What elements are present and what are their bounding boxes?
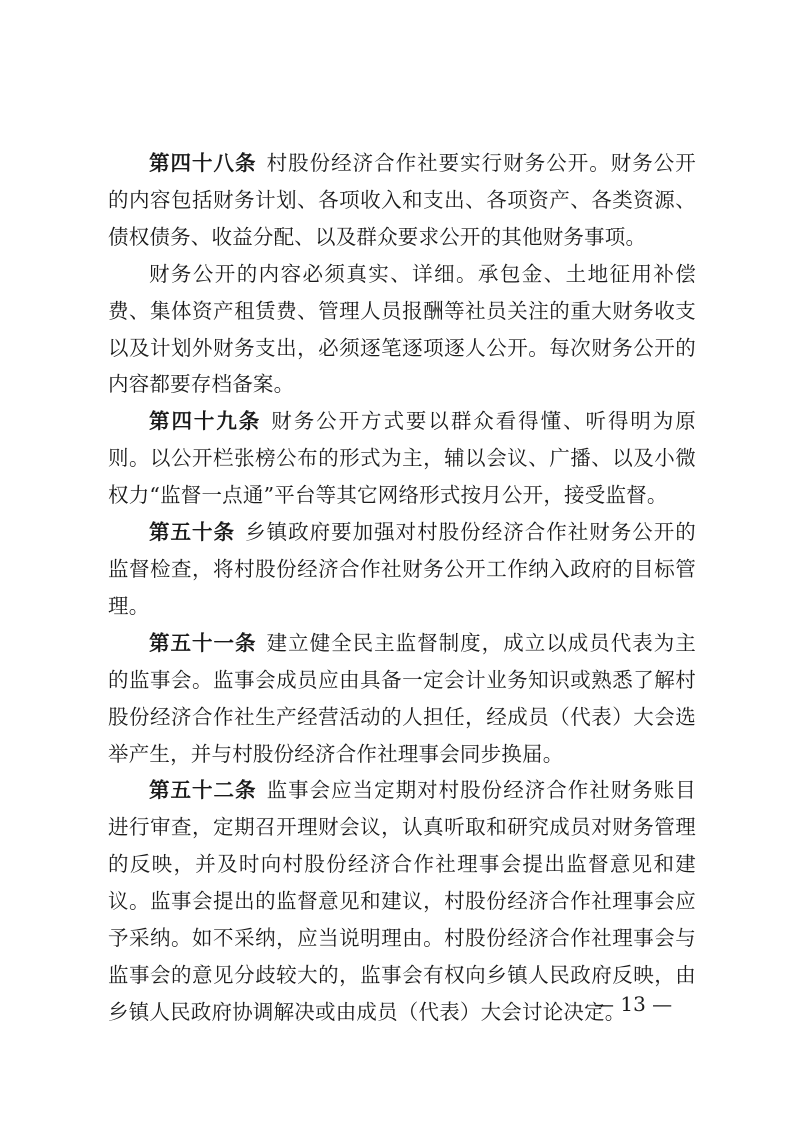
document-body [108, 145, 696, 1031]
article-48-continuation-paragraph [108, 256, 696, 404]
page-number: — 13 — [594, 992, 673, 1016]
article-51-paragraph [108, 625, 696, 773]
article-51-heading: 第五十一条 [149, 630, 257, 655]
article-52-text: 监事会应当定期对村股份经济合作社财务账目进行审查，定期召开理财会议，认真听取和研究成员对财务管理的反映，并及时向村股份经济合作社理事会提出监督意见和建议。监事会提出的监督意见和建议，村股份经济合作社理事会应予采纳。如不采纳，应当说明理由。村股份经济合作社理事会与监事会的意见分歧较大的，监事会有权向乡镇人民政府反映，由乡镇人民政府协调解决或由成员（代表）大会讨论决定。 [108, 778, 696, 1024]
article-50-text: 乡镇政府要加强对村股份经济合作社财务公开的监督检查，将村股份经济合作社财务公开工作纳入政府的目标管理。 [108, 520, 696, 618]
article-52-heading: 第五十二条 [149, 778, 257, 803]
article-50-heading: 第五十条 [149, 520, 236, 545]
article-49-heading: 第四十九条 [149, 409, 262, 434]
article-49-text: 财务公开方式要以群众看得懂、听得明为原则。以公开栏张榜公布的形式为主，辅以会议、广播、以及小微权力“监督一点通”平台等其它网络形式按月公开，接受监督。 [108, 409, 696, 508]
article-50-paragraph [108, 514, 696, 625]
article-48-continuation-text: 财务公开的内容必须真实、详细。承包金、土地征用补偿费、集体资产租赁费、管理人员报酬等社员关注的重大财务收支以及计划外财务支出，必须逐笔逐项逐人公开。每次财务公开的内容都要存档备案。 [108, 261, 696, 397]
article-48-text: 村股份经济合作社要实行财务公开。财务公开的内容包括财务计划、各项收入和支出、各项资产、各类资源、债权债务、收益分配、以及群众要求公开的其他财务事项。 [108, 151, 696, 249]
article-49-paragraph [108, 403, 696, 514]
article-48-heading: 第四十八条 [149, 151, 257, 175]
article-48-paragraph [108, 145, 696, 256]
article-51-text: 建立健全民主监督制度，成立以成员代表为主的监事会。监事会成员应由具备一定会计业务知识或熟悉了解村股份经济合作社生产经营活动的人担任，经成员（代表）大会选举产生，并与村股份经济合作社理事会同步换届。 [108, 630, 696, 766]
